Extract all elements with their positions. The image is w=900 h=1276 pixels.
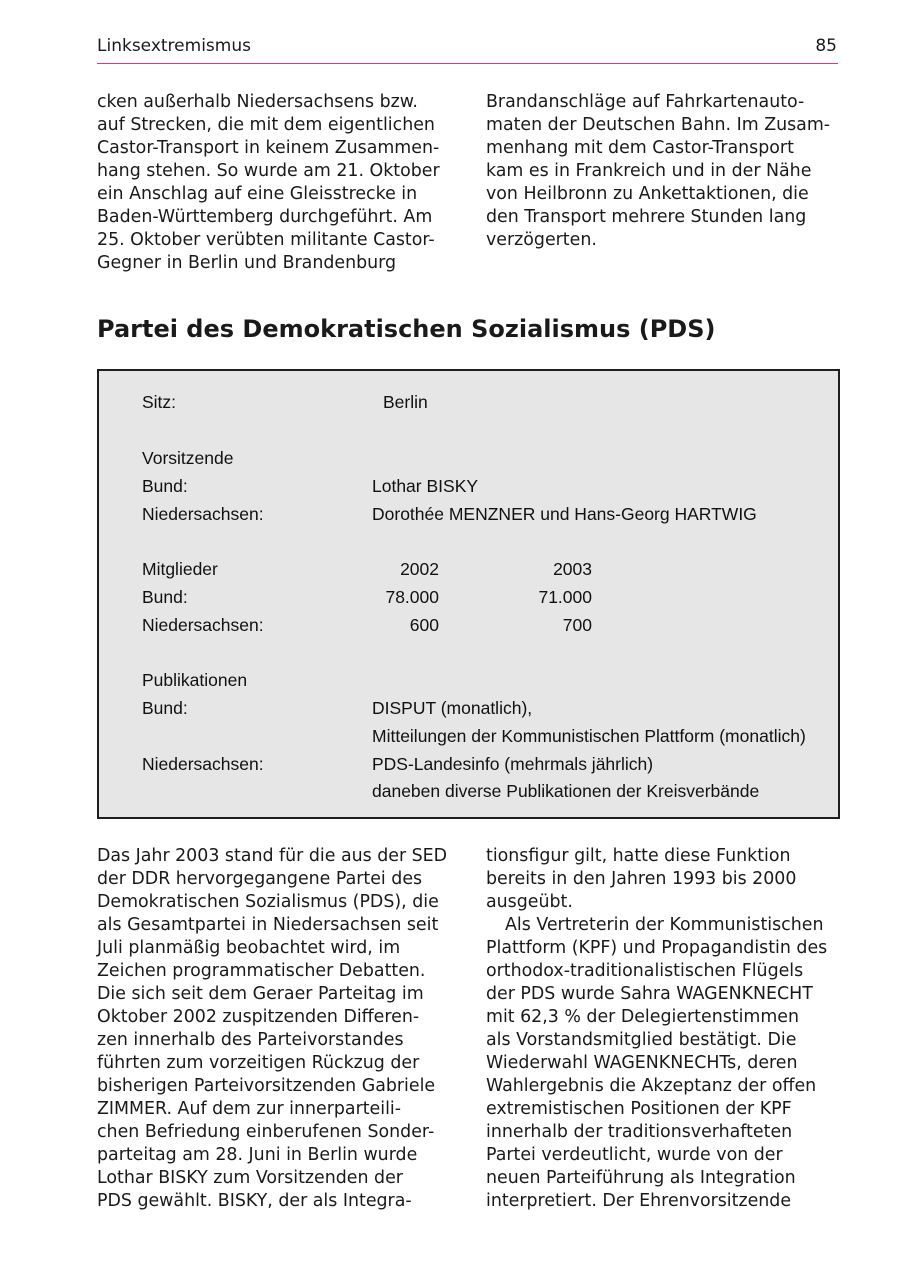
text-line: Wiederwahl WAGENKNECHTs, deren bbox=[486, 1053, 798, 1073]
text-line: Castor-Transport in keinem Zusammen- bbox=[97, 138, 440, 158]
mitglieder-nds-2003: 700 bbox=[562, 615, 592, 635]
text-line: zen innerhalb des Parteivorstandes bbox=[97, 1030, 404, 1050]
text-line: Das Jahr 2003 stand für die aus der SED bbox=[97, 846, 448, 866]
running-header-title: Linksextremismus bbox=[97, 36, 251, 56]
publikationen-nds-item: daneben diverse Publikationen der Kreisverbände bbox=[372, 781, 760, 801]
text-line: extremistischen Positionen der KPF bbox=[486, 1099, 792, 1119]
text-line: Als Vertreterin der Kommunistischen bbox=[505, 915, 824, 935]
text-line: tionsfigur gilt, hatte diese Funktion bbox=[486, 846, 791, 866]
publikationen-bund-item: Mitteilungen der Kommunistischen Plattform (monatlich) bbox=[372, 726, 806, 746]
page-number: 85 bbox=[815, 36, 837, 56]
text-line: ZIMMER. Auf dem zur innerparteili- bbox=[97, 1099, 402, 1119]
header-rule bbox=[97, 63, 838, 64]
text-line: Gegner in Berlin und Brandenburg bbox=[97, 253, 397, 273]
text-line: PDS gewählt. BISKY, der als Integra- bbox=[97, 1191, 412, 1211]
text-line: innerhalb der traditionsverhafteten bbox=[486, 1122, 793, 1142]
text-line: bereits in den Jahren 1993 bis 2000 bbox=[486, 869, 797, 889]
publikationen-bund-label: Bund: bbox=[142, 698, 188, 718]
vorsitzende-heading: Vorsitzende bbox=[142, 448, 234, 468]
text-line: parteitag am 28. Juni in Berlin wurde bbox=[97, 1145, 418, 1165]
mitglieder-nds-2002: 600 bbox=[409, 615, 439, 635]
text-line: interpretiert. Der Ehrenvorsitzende bbox=[486, 1191, 792, 1211]
publikationen-bund-item: DISPUT (monatlich), bbox=[372, 698, 533, 718]
year-2002: 2002 bbox=[400, 559, 439, 579]
text-line: 25. Oktober verübten militante Castor- bbox=[97, 230, 435, 250]
text-line: Brandanschläge auf Fahrkartenauto- bbox=[486, 92, 805, 112]
text-line: als Gesamtpartei in Niedersachsen seit bbox=[97, 915, 439, 935]
text-line: den Transport mehrere Stunden lang bbox=[486, 207, 807, 227]
section-heading: Partei des Demokratischen Sozialismus (PDS) bbox=[97, 315, 716, 343]
text-line: maten der Deutschen Bahn. Im Zusam- bbox=[486, 115, 831, 135]
mitglieder-heading: Mitglieder bbox=[142, 559, 218, 579]
body-right-column bbox=[486, 845, 846, 1213]
text-line: Wahlergebnis die Akzeptanz der offen bbox=[486, 1076, 817, 1096]
text-line: orthodox-traditionalistischen Flügels bbox=[486, 961, 804, 981]
text-line: Partei verdeutlicht, wurde von der bbox=[486, 1145, 783, 1165]
text-line: der DDR hervorgegangene Partei des bbox=[97, 869, 423, 889]
text-line: Juli planmäßig beobachtet wird, im bbox=[97, 938, 401, 958]
text-line: Oktober 2002 zuspitzenden Differen- bbox=[97, 1007, 420, 1027]
vorsitzende-bund-value: Lothar BISKY bbox=[372, 476, 479, 496]
intro-right-column bbox=[486, 91, 846, 252]
text-line: ausgeübt. bbox=[486, 892, 573, 912]
text-line: Lothar BISKY zum Vorsitzenden der bbox=[97, 1168, 403, 1188]
vorsitzende-nds-value: Dorothée MENZNER und Hans-Georg HARTWIG bbox=[372, 504, 757, 524]
publikationen-heading: Publikationen bbox=[142, 670, 248, 690]
sitz-value: Berlin bbox=[383, 392, 428, 412]
publikationen-nds-item: PDS-Landesinfo (mehrmals jährlich) bbox=[372, 754, 654, 774]
text-line: Baden-Württemberg durchgeführt. Am bbox=[97, 207, 433, 227]
text-line: auf Strecken, die mit dem eigentlichen bbox=[97, 115, 435, 135]
publikationen-nds-label: Niedersachsen: bbox=[142, 754, 264, 774]
text-line: von Heilbronn zu Ankettaktionen, die bbox=[486, 184, 809, 204]
mitglieder-bund-2003: 71.000 bbox=[538, 587, 592, 607]
mitglieder-bund-label: Bund: bbox=[142, 587, 188, 607]
text-line: Plattform (KPF) und Propagandistin des bbox=[486, 938, 828, 958]
text-line: bisherigen Parteivorsitzenden Gabriele bbox=[97, 1076, 436, 1096]
text-line: verzögerten. bbox=[486, 230, 597, 250]
text-line: Demokratischen Sozialismus (PDS), die bbox=[97, 892, 439, 912]
text-line: chen Befriedung einberufenen Sonder- bbox=[97, 1122, 435, 1142]
text-line: cken außerhalb Niedersachsens bzw. bbox=[97, 92, 418, 112]
fact-box bbox=[97, 369, 840, 819]
text-line: neuen Parteiführung als Integration bbox=[486, 1168, 796, 1188]
text-line: mit 62,3 % der Delegiertenstimmen bbox=[486, 1007, 800, 1027]
text-line: menhang mit dem Castor-Transport bbox=[486, 138, 794, 158]
mitglieder-bund-2002: 78.000 bbox=[385, 587, 439, 607]
text-line: der PDS wurde Sahra WAGENKNECHT bbox=[486, 984, 813, 1004]
intro-left-column bbox=[97, 91, 457, 275]
text-line: kam es in Frankreich und in der Nähe bbox=[486, 161, 812, 181]
text-line: führten zum vorzeitigen Rückzug der bbox=[97, 1053, 420, 1073]
sitz-label: Sitz: bbox=[142, 392, 177, 412]
body-left-column bbox=[97, 845, 457, 1213]
text-line: hang stehen. So wurde am 21. Oktober bbox=[97, 161, 440, 181]
vorsitzende-bund-label: Bund: bbox=[142, 476, 188, 496]
vorsitzende-nds-label: Niedersachsen: bbox=[142, 504, 264, 524]
text-line: Zeichen programmatischer Debatten. bbox=[97, 961, 426, 981]
text-line: als Vorstandsmitglied bestätigt. Die bbox=[486, 1030, 797, 1050]
text-line: ein Anschlag auf eine Gleisstrecke in bbox=[97, 184, 418, 204]
mitglieder-nds-label: Niedersachsen: bbox=[142, 615, 264, 635]
text-line: Die sich seit dem Geraer Parteitag im bbox=[97, 984, 424, 1004]
year-2003: 2003 bbox=[553, 559, 592, 579]
